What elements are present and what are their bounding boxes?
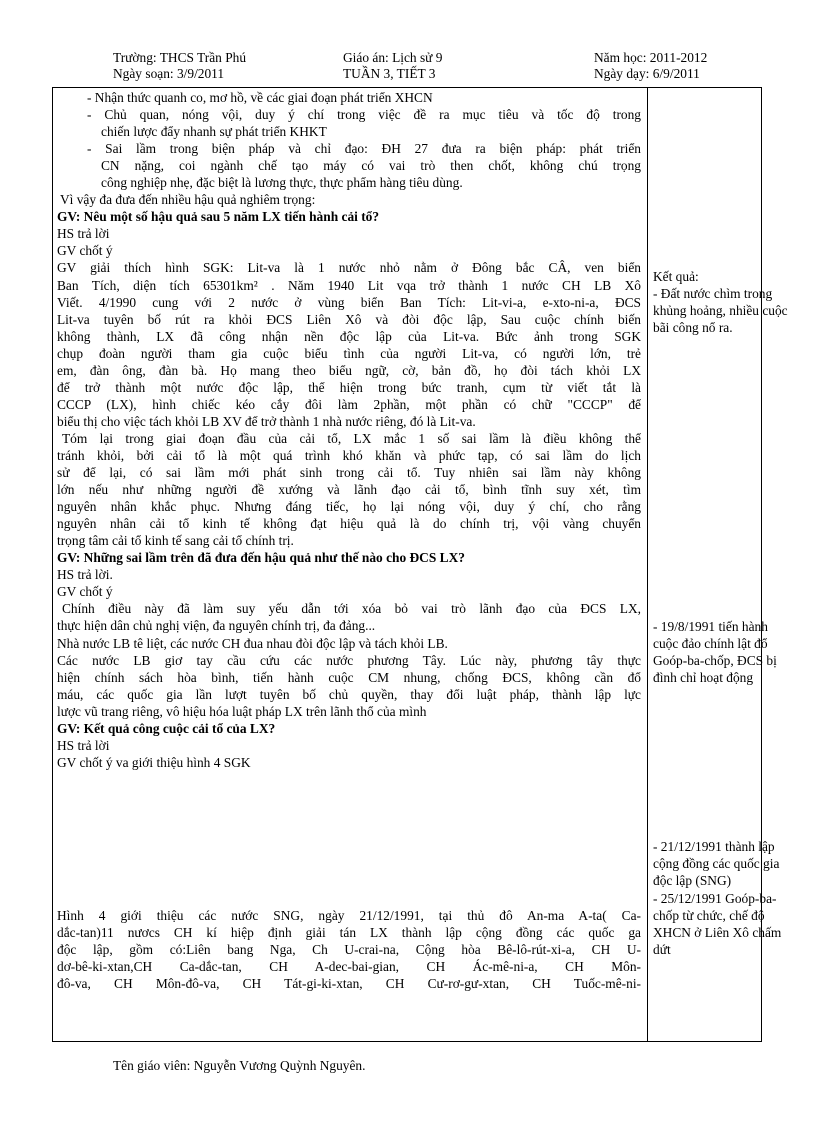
text-line: Hình 4 giới thiệu các nước SNG, ngày 21/12/1991, tại thủ đô An-ma A-ta( Ca-	[57, 907, 641, 923]
text-line: - Sai lầm trong biện pháp và chỉ đạo: ĐH 27 đưa ra biện pháp: phát triển	[87, 141, 641, 157]
column-divider	[647, 88, 648, 1041]
text-line: đình chỉ hoạt động	[653, 670, 754, 686]
text-line: sử để lại, có sai lầm mới phát sinh trong cải tổ. Tuy nhiên sai lầm này không	[57, 465, 641, 481]
content-column	[653, 89, 788, 958]
text-line: nguyên nhân cải tổ kinh tế không đạt hiệu quả là do chính trị, vội vàng chuyển	[57, 516, 641, 532]
text-line: Vì vậy đa đưa đến nhiều hậu quả nghiêm trọng:	[60, 192, 316, 208]
text-line: cộng đồng các quốc gia	[653, 856, 780, 872]
school-year: Năm học: 2011-2012	[594, 50, 708, 65]
text-line: CN nặng, coi ngành chế tạo máy có vai trò then chốt, không chú trọng	[101, 158, 641, 174]
text-line: Kết quả:	[653, 269, 699, 284]
text-line: chụp đoàn người tham gia cuộc biểu tình của người Lit-va, có người lớn, trẻ	[57, 345, 641, 361]
text-line: GV chốt ý va giới thiệu hình 4 SGK	[57, 754, 251, 770]
text-line: - Nhận thức quanh co, mơ hồ, về các giai đoạn phát triển XHCN	[87, 90, 433, 105]
text-line: công nghiệp nhẹ, đặc biệt là lương thực, thực phẩm hàng tiêu dùng.	[101, 175, 463, 191]
question-line	[57, 208, 641, 225]
text-line: máu, các quốc gia lần lượt tuyên bố chủ quyền, thay đổi luật pháp, thành lập lực	[57, 686, 641, 702]
teacher-name: Tên giáo viên: Nguyễn Vương Quỳnh Nguyên.	[113, 1058, 366, 1073]
question-text: GV: Những sai lầm trên đã đưa đến hậu quả như thế nào cho ĐCS LX?	[57, 550, 465, 566]
text-line: hiện chính sách hòa bình, tiến hành cuộc CM nhung, chống ĐCS, không cần đổ	[57, 669, 641, 685]
text-line: Viết. 4/1990 cung với 2 nước ở vùng biển Ban Tích: Lit-vi-a, e-xto-ni-a, ĐCS	[57, 294, 641, 310]
text-line: khủng hoảng, nhiều cuộc	[653, 303, 788, 319]
question-line	[57, 549, 641, 566]
text-line: đô-va, CH Môn-đô-va, CH Tát-gi-ki-xtan, CH Cư-rơ-gư-xtan, CH Tuốc-mê-ni-	[57, 976, 641, 992]
text-line: Chính điều này đã làm suy yếu dẫn tới xóa bỏ vai trò lãnh đạo của ĐCS LX,	[62, 601, 641, 617]
text-line: em, đàn ông, đàn bà. Họ mang theo biểu ngữ, cờ, bản đồ, họ đòi tách khỏi LX	[57, 362, 641, 378]
text-line: GV chốt ý	[57, 584, 113, 600]
text-line: dứt	[653, 941, 671, 957]
school-name: Trường: THCS Trần Phú	[113, 50, 247, 65]
blank-space	[653, 336, 757, 618]
text-line: Tóm lại trong giai đoạn đầu của cải tổ, LX mắc 1 số sai lầm là điều không thể	[62, 430, 641, 446]
text-line: thực hiện dân chủ nghị viện, đa nguyên chính trị, đa đảng...	[57, 618, 376, 634]
prep-date: Ngày soạn: 3/9/2011	[113, 66, 225, 81]
activity-column	[57, 89, 641, 992]
text-line: nguyên nhân khắc phục. Nhưng đáng tiếc, họ lại nóng vội, duy ý chí, cho rằng	[57, 499, 641, 515]
text-line: cuộc đảo chính lật đổ	[653, 636, 768, 652]
text-line: Nhà nước LB tê liệt, các nước CH đua nhau đòi độc lập và tách khỏi LB.	[57, 635, 448, 651]
lesson-plan: Giáo án: Lịch sử 9	[343, 50, 443, 65]
question-text: GV: Nêu một số hậu quả sau 5 năm LX tiến hành cải tổ?	[57, 209, 380, 225]
text-line: HS trả lời.	[57, 567, 113, 583]
page-header	[0, 50, 816, 86]
text-line: - 21/12/1991 thành lập	[653, 839, 775, 855]
text-line: độc lập (SNG)	[653, 873, 732, 889]
question-text: GV: Kết quả công cuộc cải tổ của LX?	[57, 720, 276, 736]
text-line: lớn nếu như những người đề xướng và lãnh đạo cải tổ, bình tĩnh suy xét, tìm	[57, 482, 641, 498]
text-line: tránh khỏi, bởi cải tổ là một quá trình khó khăn và phức tạp, có sai lầm do lịch	[57, 447, 641, 463]
text-line: chiến lược đẩy nhanh sự phát triển KHKT	[101, 124, 327, 140]
teach-date: Ngày dạy: 6/9/2011	[594, 66, 700, 81]
blank-space	[653, 89, 757, 268]
lesson-table	[52, 87, 788, 1042]
text-line: - Chủ quan, nóng vội, duy ý chí trong việc đề ra mục tiêu và tốc độ trong	[87, 107, 641, 123]
text-line: XHCN ở Liên Xô chấm	[653, 924, 782, 940]
text-line: GV chốt ý	[57, 243, 113, 259]
text-line: HS trả lời	[57, 737, 110, 753]
text-line: CCCP (LX), hình chiếc kéo cắy đôi làm 2phần, một phần có chữ "CCCP" để	[57, 396, 641, 412]
text-line: - Đất nước chìm trong	[653, 286, 773, 302]
text-line: chốp từ chức, chế độ	[653, 907, 765, 923]
question-line	[57, 720, 641, 737]
blank-space	[653, 686, 757, 838]
text-line: dơ-bê-ki-xtan,CH Ca-dắc-tan, CH A-dec-bai-gian, CH Ác-mê-ni-a, CH Môn-	[57, 959, 641, 975]
blank-space	[57, 771, 641, 907]
text-line: trọng tâm cải tổ kinh tế sang cải tổ chính trị.	[57, 533, 294, 549]
text-line: Ban Tích, diện tích 65301km² . Năm 1940 Lit vqa trở thành 1 nước CH LB Xô	[57, 277, 641, 293]
text-line: HS trả lời	[57, 226, 110, 242]
text-line: GV giải thích hình SGK: Lit-va là 1 nước nhỏ nằm ở Đông bắc CÂ, ven biển	[57, 260, 641, 276]
text-line: Các nước LB giơ tay cầu cứu các nước phương Tây. Lúc này, phương tây thực	[57, 652, 641, 668]
text-line: biểu thị cho việc tách khỏi LB XV để trở thành 1 nhà nước riêng, đó là Lit-va.	[57, 413, 476, 429]
text-line: - 25/12/1991 Goóp-ba-	[653, 890, 777, 906]
week-lesson: TUẦN 3, TIẾT 3	[343, 66, 436, 81]
text-line: bãi công nổ ra.	[653, 320, 733, 336]
text-line: Lit-va tuyên bố rút ra khỏi ĐCS Liên Xô và đòi độc lập, Sau cuộc chính biến	[57, 311, 641, 327]
text-line: độc lập, gồm có:Liên bang Nga, Ch U-crai-na, Cộng hòa Bê-lô-rút-xi-a, CH U-	[57, 941, 641, 957]
text-line: dắc-tan)11 nươcs CH kí hiệp định giải tán LX thành lập cộng đồng các quốc ga	[57, 924, 641, 940]
text-line: Goóp-ba-chốp, ĐCS bị	[653, 653, 777, 669]
text-line: để trở thành một nước độc lập, thể hiện trong bức tranh, cụm từ viết tắt là	[57, 379, 641, 395]
text-line: lược vũ trang riêng, vô hiệu hóa luật pháp LX trên lãnh thổ của mình	[57, 703, 427, 719]
text-line: - 19/8/1991 tiến hành	[653, 619, 768, 635]
text-line: không thành, LX đã công nhận nền độc lập của Lit-va. Bức ảnh trong SGK	[57, 328, 641, 344]
